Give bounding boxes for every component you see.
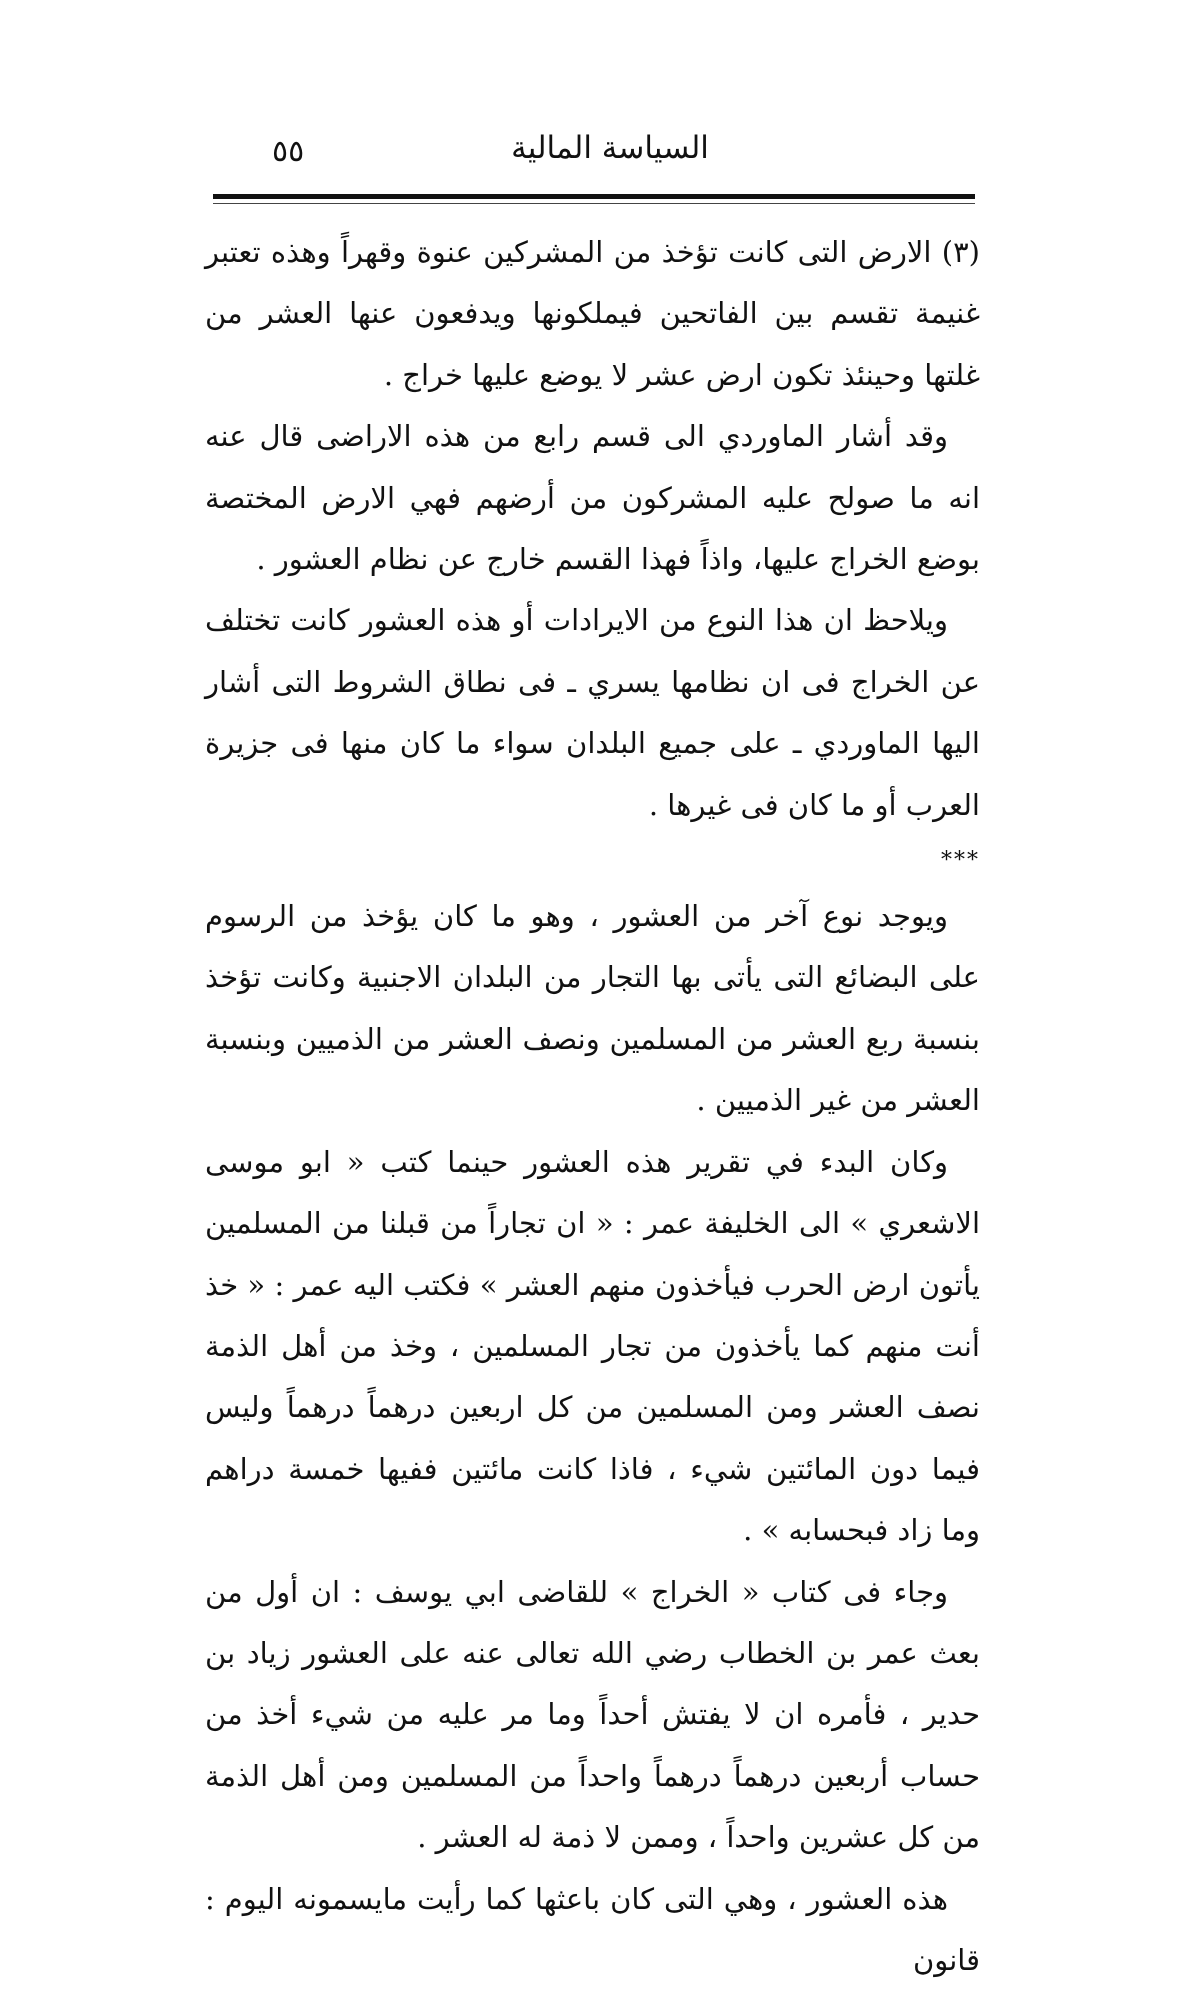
running-head [210, 130, 970, 182]
page-header-title: السياسة المالية [511, 130, 709, 166]
paragraph-abu-musa-letter: وكان البدء في تقرير هذه العشور حينما كتب « ابو موسى الاشعري » الى الخليفة عمر : « ان تجاراً من قبلنا من المسلمين يأتون ارض الحرب فيأخذون منهم العشر » فكتب اليه عمر : « خذ أنت منهم كما يأخذون من تجار المسلمين ، وخذ من أهل الذمة نصف العشر ومن المسلمين من كل اربعين درهماً درهماً وليس فيما دون المائتين شيء ، فاذا كانت مائتين ففيها خمسة دراهم وما زاد فبحسابه » . [205, 1144, 980, 1548]
section-separator: *** [941, 848, 980, 874]
paragraph-mawardi-fourth-category: وقد أشار الماوردي الى قسم رابع من هذه الاراضى قال عنه انه ما صولح عليه المشركون من أرضهم فهي الارض المختصة بوضع الخراج عليها، واذاً فهذا القسم خارج عن نظام العشور . [205, 419, 980, 577]
paragraph-land-taken-by-force: (٣) الارض التى كانت تؤخذ من المشركين عنوة وقهراً وهذه تعتبر غنيمة تقسم بين الفاتحين فيملكونها ويدفعون عنها العشر من غلتها وحينئذ تكون ارض عشر لا يوضع عليها خراج . [205, 235, 980, 392]
paragraph-kitab-al-kharaj: وجاء فى كتاب « الخراج » للقاضى ابي يوسف : ان أول من بعث عمر بن الخطاب رضي الله تعالى عنه على العشور زياد بن حدير ، فأمره ان لا يفتش أحداً وما مر عليه من شيء أخذ من حساب أربعين درهماً درهماً واحداً من المسلمين ومن أهل الذمة من كل عشرين واحداً ، وممن لا ذمة له العشر . [205, 1574, 980, 1855]
page-number: ٥٥ [272, 134, 305, 169]
header-rule [213, 194, 975, 199]
paragraph-revenue-difference: ويلاحظ ان هذا النوع من الايرادات أو هذه العشور كانت تختلف عن الخراج فى ان نظامها يسري ـ فى نطاق الشروط التى أشار اليها الماوردي ـ على جميع البلدان سواء ما كان منها فى جزيرة العرب أو ما كان فى غيرها . [205, 603, 980, 822]
paragraph-continuation: هذه العشور ، وهي التى كان باعثها كما رأيت مايسمونه اليوم : قانون [205, 1881, 980, 1977]
paragraph-trade-tithes: ويوجد نوع آخر من العشور ، وهو ما كان يؤخذ من الرسوم على البضائع التى يأتى بها التجار من البلدان الاجنبية وكانت تؤخذ بنسبة ربع العشر من المسلمين ونصف العشر من الذميين وبنسبة العشر من غير الذميين . [205, 899, 980, 1118]
body-text [205, 222, 980, 1991]
header-rule-thin [213, 203, 975, 204]
